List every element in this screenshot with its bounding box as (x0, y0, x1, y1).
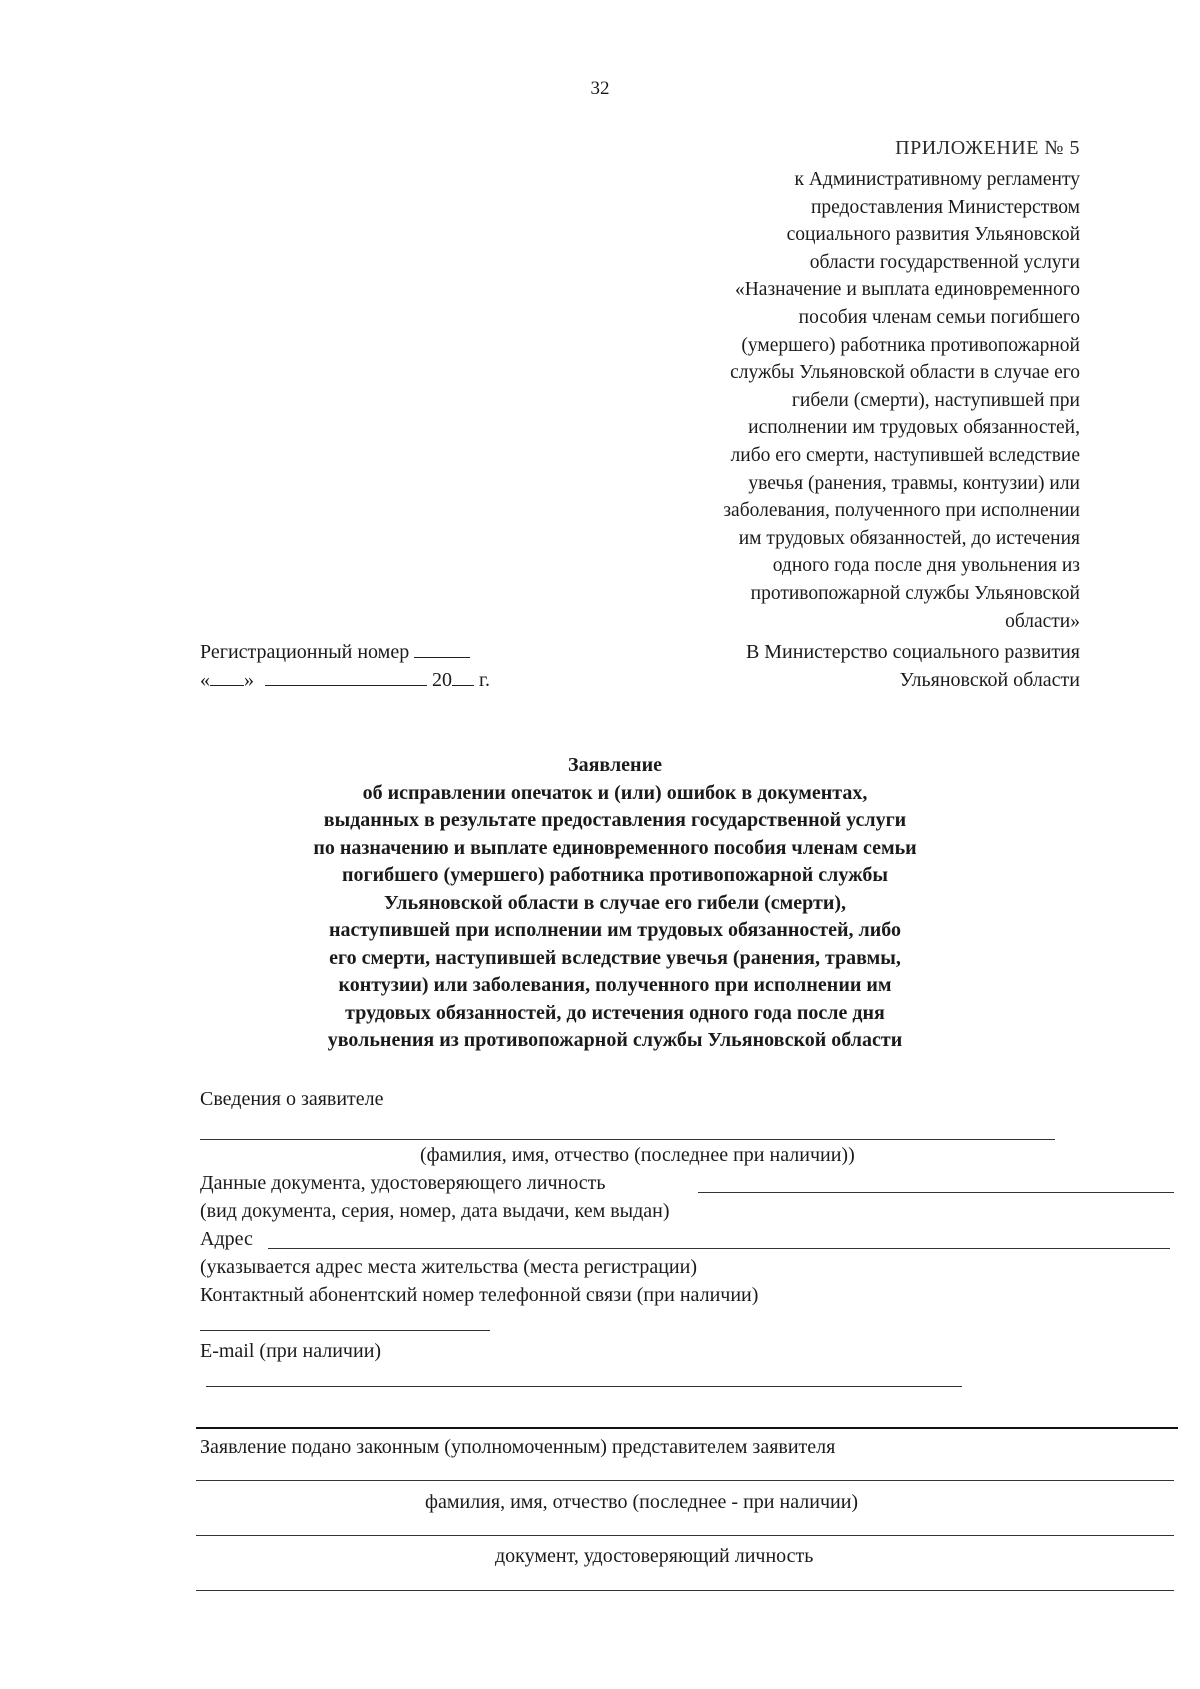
appendix-line: увечья (ранения, травмы, контузии) или (748, 472, 1080, 494)
registration-number-field[interactable] (414, 639, 470, 658)
date-open-quote: « (200, 669, 210, 691)
registration-block (200, 638, 490, 694)
appendix-line: заболевания, полученного при исполнении (723, 500, 1080, 522)
applicant-info-label: Сведения о заявителе (200, 1088, 384, 1110)
page-number: 32 (590, 78, 610, 99)
representative-fio-hint: фамилия, имя, отчество (последнее - при наличии) (425, 1491, 859, 1513)
addressee-line: В Министерство социального развития (745, 641, 1080, 663)
fio-hint: (фамилия, имя, отчество (последнее при наличии)) (420, 1144, 855, 1166)
appendix-line: гибели (смерти), наступившей при (791, 389, 1080, 411)
representative-label: Заявление подано законным (уполномоченным) представителем заявителя (200, 1436, 836, 1458)
heading-line: выданных в результате предоставления государственной услуги (323, 809, 907, 831)
year-suffix: г. (479, 669, 490, 691)
registration-number-row (200, 638, 490, 666)
appendix-line: «Назначение и выплата единовременного (734, 279, 1080, 301)
appendix-line: либо его смерти, наступившей вследствие (730, 444, 1080, 466)
section-divider (196, 1427, 1178, 1429)
appendix-line: (умершего) работника противопожарной (741, 334, 1080, 356)
appendix-line: одного года после дня увольнения из (772, 555, 1080, 577)
email-field[interactable] (206, 1386, 962, 1387)
date-month-field[interactable] (265, 667, 427, 686)
heading-line: по назначению и выплате единовременного пособия членам семьи (313, 836, 917, 859)
heading-line: погибшего (умершего) работника противопожарной службы (342, 864, 888, 886)
addressee-block (746, 638, 1080, 694)
email-label: E-mail (при наличии) (200, 1340, 382, 1362)
appendix-line: к Административному регламенту (794, 169, 1080, 190)
registration-date-row (200, 666, 490, 694)
applicant-fio-field[interactable] (200, 1139, 1055, 1140)
appendix-line: службы Ульяновской области в случае его (730, 362, 1080, 384)
id-doc-hint: (вид документа, серия, номер, дата выдачи, кем выдан) (200, 1200, 670, 1222)
heading-title: Заявление (568, 754, 662, 776)
appendix-line: им трудовых обязанностей, до истечения (738, 527, 1080, 549)
phone-label: Контактный абонентский номер телефонной связи (при наличии) (200, 1284, 759, 1306)
heading-line: контузии) или заболевания, полученного при исполнении им (338, 974, 892, 996)
year-prefix: 20 (432, 669, 452, 691)
appendix-line: предоставления Министерством (810, 196, 1080, 218)
heading-line: Ульяновской области в случае его гибели (смерти), (383, 891, 847, 914)
phone-field[interactable] (200, 1330, 490, 1331)
address-field[interactable] (268, 1248, 1170, 1249)
date-close-quote: » (244, 669, 254, 691)
appendix-title: ПРИЛОЖЕНИЕ № 5 (895, 137, 1080, 159)
representative-doc-field[interactable] (196, 1535, 1174, 1536)
heading-line: трудовых обязанностей, до истечения одного года после дня (345, 1001, 885, 1024)
appendix-line: области государственной услуги (809, 251, 1080, 273)
representative-fio-field[interactable] (196, 1480, 1174, 1481)
appendix-line: области» (1005, 610, 1080, 632)
date-day-field[interactable] (210, 667, 244, 686)
address-label: Адрес (200, 1228, 253, 1250)
appendix-line: противопожарной службы Ульяновской (750, 582, 1080, 604)
representative-doc-field-2[interactable] (196, 1590, 1174, 1591)
appendix-line: пособия членам семьи погибшего (798, 306, 1080, 328)
registration-number-label: Регистрационный номер (200, 641, 410, 663)
representative-doc-hint: документ, удостоверяющий личность (495, 1545, 814, 1567)
application-heading (200, 752, 1030, 1055)
appendix-text (560, 166, 1080, 635)
heading-line: об исправлении опечаток и (или) ошибок в документах, (362, 781, 868, 804)
id-doc-field[interactable] (698, 1192, 1174, 1193)
heading-line: наступившей при исполнении им трудовых обязанностей, либо (329, 919, 901, 941)
date-year-field[interactable] (452, 667, 474, 686)
appendix-line: социального развития Ульяновской (786, 224, 1080, 246)
address-hint: (указывается адрес места жительства (места регистрации) (200, 1256, 697, 1278)
heading-line: его смерти, наступившей вследствие увечья (ранения, травмы, (329, 946, 901, 969)
heading-line: увольнения из противопожарной службы Ульяновской области (327, 1029, 903, 1051)
id-doc-label: Данные документа, удостоверяющего личность (200, 1172, 606, 1194)
addressee-line: Ульяновской области (899, 669, 1080, 691)
appendix-line: исполнении им трудовых обязанностей, (748, 417, 1080, 439)
